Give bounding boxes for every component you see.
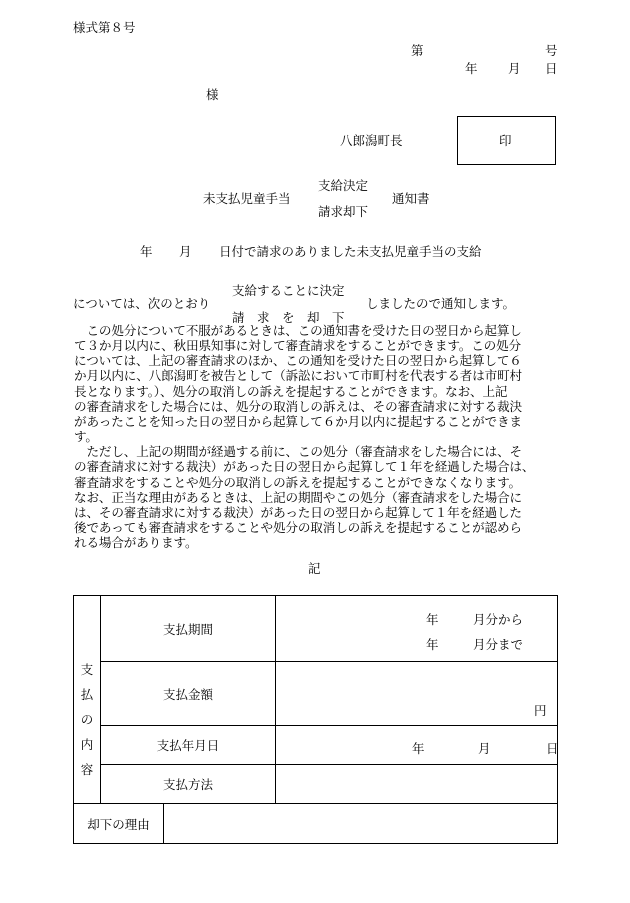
date-day: 日	[545, 61, 558, 76]
title-option-grant: 支給決定	[318, 178, 369, 193]
appeal-notice	[74, 323, 558, 550]
amount-label: 支払金額	[101, 662, 276, 726]
body-line: の審査請求に対する裁決）があった日の翌日から起算して１年を経過した場合は、	[74, 459, 535, 475]
amount-value	[276, 662, 558, 726]
body-line: す。	[74, 429, 98, 445]
intro-suffix: しましたので通知します。	[366, 296, 516, 311]
intro-text: 日付で請求のありました未支払児童手当の支給	[219, 244, 482, 259]
body-line: は、その審査請求に対する裁決）があった日の翌日から起算して１年を経過した	[74, 504, 522, 520]
seal-label: 印	[499, 133, 512, 148]
body-line: 審査請求をすることや処分の取消しの訴えを提起することができなくなります。	[74, 474, 521, 490]
period-from-month: 月分から	[473, 611, 524, 627]
body-line: 長となります。）、処分の取消しの訴えを提起することができます。なお、上記	[74, 383, 508, 399]
method-label: 支払方法	[101, 765, 276, 804]
group-char: 払	[80, 687, 94, 702]
title-option-reject: 請求却下	[318, 204, 369, 219]
payment-detail-table	[73, 595, 558, 844]
reason-label: 却下の理由	[74, 804, 164, 844]
body-line: ただし、上記の期間が経過する前に、この処分（審査請求をした場合には、そ	[74, 444, 522, 460]
payment-content-group-label	[74, 596, 101, 804]
title-left: 未支払児童手当	[203, 191, 291, 206]
body-line: か月以内に、八郎潟町を被告として（訴訟において市町村を代表する者は市町村	[74, 368, 522, 384]
form-number: 様式第８号	[73, 20, 136, 35]
amount-unit: 円	[534, 702, 547, 718]
date-month: 月	[508, 61, 521, 76]
pay-date-day: 日	[546, 740, 559, 756]
doc-number-prefix: 第	[411, 43, 424, 58]
reason-value	[164, 804, 558, 844]
period-value	[276, 596, 558, 662]
group-char: 内	[80, 737, 94, 752]
intro-option-reject: 請 求 を 却 下	[232, 310, 345, 325]
issuer: 八郎潟町長	[340, 133, 403, 148]
intro-option-grant: 支給することに決定	[232, 283, 345, 298]
period-label: 支払期間	[101, 596, 276, 662]
date-value	[276, 726, 558, 765]
body-line: があったことを知った日の翌日から起算して６か月以内に提起することができま	[74, 413, 522, 429]
intro-month: 月	[179, 244, 192, 259]
body-line: については、上記の審査請求のほか、この通知を受けた日の翌日から起算して６	[74, 353, 522, 369]
group-char: 支	[80, 662, 94, 677]
group-char: の	[80, 712, 94, 727]
addressee-suffix: 様	[206, 87, 219, 102]
period-from-year: 年	[426, 611, 439, 627]
date-year: 年	[465, 61, 478, 76]
pay-date-year: 年	[412, 740, 425, 756]
period-to-month: 月分まで	[473, 636, 524, 652]
body-line: この処分について不服があるときは、この通知書を受けた日の翌日から起算し	[74, 323, 522, 338]
body-line: なお、正当な理由があるときは、上記の期間やこの処分（審査請求をした場合に	[74, 489, 522, 505]
body-line: の審査請求をした場合には、処分の取消しの訴えは、その審査請求に対する裁決	[74, 398, 522, 414]
doc-number-suffix: 号	[545, 43, 558, 58]
body-line: れる場合があります。	[74, 535, 198, 551]
intro-prefix: については、次のとおり	[73, 296, 211, 311]
group-char: 容	[80, 762, 94, 777]
ki-heading: 記	[308, 561, 321, 576]
body-line: て３か月以内に、秋田県知事に対して審査請求をすることができます。この処分	[74, 338, 521, 354]
title-right: 通知書	[392, 191, 430, 206]
method-value	[276, 765, 558, 804]
pay-date-month: 月	[478, 740, 491, 756]
body-line: 後であっても審査請求をすることや処分の取消しの訴えを提起することが認めら	[74, 520, 522, 536]
period-to-year: 年	[426, 636, 439, 652]
date-label: 支払年月日	[101, 726, 276, 765]
intro-year: 年	[140, 244, 153, 259]
